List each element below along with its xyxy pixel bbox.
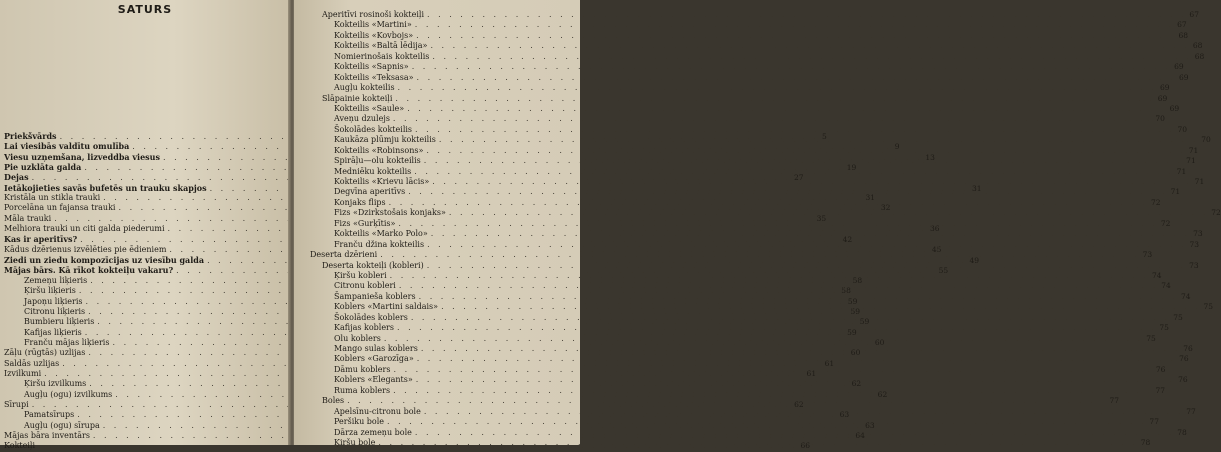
toc-entry-title: Kristāla un stikla trauki bbox=[4, 193, 101, 203]
toc-entry-title: Saldās uzlijas bbox=[4, 358, 60, 368]
toc-entry-title: Mango sulas koblers bbox=[334, 344, 418, 353]
toc-leader-dots bbox=[412, 62, 1171, 72]
toc-leader-dots bbox=[427, 240, 1186, 250]
toc-entry-title: Franču mājas liķieris bbox=[24, 337, 110, 347]
toc-entry-title: Šokolādes kokteilis bbox=[334, 124, 413, 134]
toc-entry-page: 71 bbox=[1194, 177, 1205, 186]
toc-leader-dots bbox=[439, 135, 1198, 145]
toc-entry-page: 76 bbox=[1179, 354, 1189, 364]
toc-entry-page: 71 bbox=[1186, 156, 1196, 166]
toc-entry-title: Bumbieru liķieris bbox=[24, 317, 95, 327]
toc-leader-dots bbox=[426, 146, 1185, 156]
toc-entry-page: 70 bbox=[1201, 135, 1211, 145]
toc-entry-title: Fizs «Dzirkstošais konjaks» bbox=[334, 208, 446, 218]
toc-entry-page: 31 bbox=[971, 183, 982, 193]
toc-entry bbox=[310, 51, 1205, 62]
toc-leader-dots bbox=[441, 302, 1200, 312]
toc-entry-title: Ķiršu kobleri bbox=[334, 270, 387, 280]
toc-leader-dots bbox=[390, 271, 1149, 281]
toc-entry-page: 76 bbox=[1155, 364, 1166, 374]
toc-entry-page: 76 bbox=[1178, 375, 1188, 385]
toc-entry-page: 74 bbox=[1181, 291, 1191, 301]
toc-entry-page: 31 bbox=[865, 193, 876, 203]
toc-entry-page: 68 bbox=[1194, 51, 1205, 61]
toc-entry-page: 67 bbox=[1177, 20, 1187, 30]
toc-entry-page: 9 bbox=[894, 142, 900, 152]
toc-entry-title: Dejas bbox=[4, 172, 29, 183]
toc-entry-page: 71 bbox=[1170, 187, 1181, 197]
toc-entry bbox=[310, 124, 1187, 135]
toc-leader-dots bbox=[407, 104, 1166, 114]
toc-entry-page: 75 bbox=[1173, 312, 1183, 322]
toc-entry-title: Degvīna aperitīvs bbox=[334, 187, 406, 197]
toc-entry-page: 63 bbox=[839, 410, 850, 420]
toc-entry-page: 73 bbox=[1189, 260, 1199, 270]
toc-entry bbox=[310, 41, 1203, 51]
toc-entry-title: Apelsīnu-citronu bole bbox=[334, 406, 421, 416]
toc-leader-dots bbox=[449, 208, 1208, 218]
toc-entry-title: Franču džina kokteilis bbox=[334, 239, 425, 249]
toc-entry-title: Kafijas koblers bbox=[334, 323, 394, 333]
toc-entry-title: Aperitīvi rosinoši kokteiļi bbox=[322, 10, 425, 19]
toc-entry-title: Kaukāza plūmju kokteilis bbox=[334, 135, 436, 145]
toc-entry-page: 74 bbox=[1152, 270, 1162, 280]
toc-entry-page: 59 bbox=[847, 327, 857, 337]
toc-entry-page: 67 bbox=[1189, 10, 1199, 19]
toc-entry bbox=[310, 103, 1180, 114]
toc-entry-page: 66 bbox=[800, 441, 810, 451]
toc-entry-title: Ķiršu izvilkums bbox=[24, 379, 87, 389]
toc-entry-title: Priekšvārds bbox=[4, 131, 57, 141]
toc-entry-title: Kokteilis «Baltā lēdija» bbox=[334, 41, 428, 51]
toc-entry-page: 5 bbox=[821, 132, 827, 141]
toc-entry bbox=[310, 93, 1168, 104]
toc-entry-title: Augļu (ogu) izvilkums bbox=[24, 389, 113, 399]
toc-entry-title: Izvilkumi bbox=[4, 368, 42, 378]
toc-entry-page: 70 bbox=[1155, 114, 1165, 124]
toc-leader-dots bbox=[384, 334, 1143, 344]
toc-entry-page: 58 bbox=[852, 275, 863, 285]
toc-leader-dots bbox=[419, 292, 1178, 302]
toc-entry-page: 62 bbox=[794, 399, 804, 409]
toc-leader-dots bbox=[398, 219, 1157, 229]
toc-leader-dots bbox=[415, 20, 1174, 30]
toc-entry-title: Kokteilis «Robinsons» bbox=[334, 145, 424, 155]
toc-entry bbox=[310, 114, 1165, 124]
toc-entry-page: 13 bbox=[925, 152, 935, 162]
toc-entry-page: 76 bbox=[1183, 344, 1193, 353]
toc-entry-title: Kokteilis «Sapnis» bbox=[334, 62, 409, 72]
toc-entry-title: Citronu liķieris bbox=[24, 306, 86, 316]
toc-entry bbox=[310, 145, 1199, 156]
toc-entry-title: Spirāļu—olu kokteilis bbox=[334, 156, 421, 166]
toc-entry-title: Ziedi un ziedu kompozīcijas uz viesību galda bbox=[4, 255, 205, 266]
toc-entry-title: Sīrupi bbox=[4, 399, 29, 409]
toc-entry-title: Boles bbox=[322, 396, 345, 406]
toc-entry bbox=[310, 250, 1153, 260]
toc-entry-page: 62 bbox=[877, 389, 888, 399]
toc-entry-title: Medniēku kokteilis bbox=[334, 166, 412, 176]
toc-entry-page: 60 bbox=[874, 337, 885, 347]
toc-leader-dots bbox=[378, 438, 1137, 448]
toc-entry-page: 68 bbox=[1192, 41, 1203, 51]
toc-entry-title: Dāmu koblers bbox=[334, 364, 391, 374]
toc-entry-title: Kokteilis «Martini» bbox=[334, 20, 412, 30]
toc-entry-title: Peršiku bole bbox=[334, 417, 385, 427]
toc-entry-page: 71 bbox=[1176, 166, 1187, 176]
toc-entry bbox=[310, 30, 1189, 41]
toc-entry-page: 58 bbox=[841, 286, 851, 296]
toc-entry-page: 75 bbox=[1146, 333, 1156, 343]
toc-entry-title: Kas ir aperitīvs? bbox=[4, 234, 78, 245]
toc-entry-page: 78 bbox=[1140, 437, 1151, 447]
toc-leader-dots bbox=[399, 281, 1158, 291]
toc-entry-page: 75 bbox=[1159, 323, 1169, 333]
toc-entry-title: Kokteilis «Krievu lācis» bbox=[334, 177, 430, 186]
toc-entry-title: Kokteilis «Teksasa» bbox=[334, 72, 414, 82]
toc-entry-title: Šampanieša koblers bbox=[334, 291, 416, 301]
toc-entry-page: 77 bbox=[1155, 385, 1166, 395]
toc-entry-page: 78 bbox=[1177, 427, 1187, 437]
toc-entry-title: Ruma koblers bbox=[334, 385, 391, 395]
toc-entry-title: Ķiršu liķieris bbox=[24, 286, 76, 296]
toc-entry-page: 62 bbox=[851, 379, 862, 389]
toc-leader-dots bbox=[415, 428, 1174, 438]
toc-entry bbox=[310, 20, 1187, 30]
toc-entry-page: 32 bbox=[880, 203, 891, 213]
toc-leader-dots bbox=[393, 365, 1152, 375]
toc-leader-dots bbox=[408, 187, 1167, 197]
toc-entry-title: Māla trauki bbox=[4, 213, 52, 223]
toc-leader-dots bbox=[393, 386, 1152, 396]
toc-entry-page: 59 bbox=[850, 306, 861, 316]
toc-entry-page: 77 bbox=[1186, 406, 1196, 416]
toc-leader-dots bbox=[397, 323, 1156, 333]
toc-leader-dots bbox=[416, 375, 1175, 385]
toc-leader-dots bbox=[421, 344, 1180, 354]
toc-entry-title: Augļu kokteilis bbox=[334, 83, 395, 93]
toc-leader-dots bbox=[415, 125, 1174, 135]
toc-entry-page: 69 bbox=[1174, 62, 1184, 72]
toc-entry-title: Aveņu dzulejs bbox=[334, 114, 390, 124]
toc-entry-page: 59 bbox=[847, 296, 858, 306]
toc-entry-page: 69 bbox=[1157, 93, 1168, 103]
toc-entry-page: 77 bbox=[1149, 417, 1159, 427]
toc-entry bbox=[310, 10, 1199, 20]
toc-entry-page: 69 bbox=[1169, 103, 1180, 113]
toc-entry-page: 55 bbox=[938, 266, 949, 276]
toc-entry-title: Augļu (ogu) sīrupa bbox=[24, 420, 100, 430]
toc-entry bbox=[310, 135, 1211, 145]
toc-leader-dots bbox=[424, 407, 1183, 417]
toc-entry-page: 35 bbox=[816, 213, 827, 223]
toc-entry-title: Fizs «Gurķītis» bbox=[334, 218, 396, 228]
toc-entry-title: Pie uzklāta galda bbox=[4, 162, 82, 173]
toc-entry-title: Zemeņu liķieris bbox=[24, 275, 88, 285]
toc-entry-title: Deserta dzērieni bbox=[310, 250, 378, 260]
toc-leader-dots bbox=[398, 83, 1157, 93]
toc-entry-title: Mājas bārs. Kā rīkot kokteiļu vakaru? bbox=[4, 265, 174, 276]
page-title: SATURS bbox=[117, 3, 173, 16]
toc-entry-title: Nomierinošais kokteilis bbox=[334, 51, 430, 61]
toc-entry-page: 69 bbox=[1178, 72, 1189, 82]
toc-entry-page: 49 bbox=[969, 256, 979, 266]
toc-leader-dots bbox=[389, 198, 1148, 208]
toc-entry-title: Porcelāna un fajansa trauki bbox=[4, 203, 116, 213]
toc-entry-page: 68 bbox=[1178, 30, 1189, 40]
toc-entry-page: 72 bbox=[1151, 197, 1161, 207]
toc-entry-title: Kokteilis «Saule» bbox=[334, 103, 405, 113]
toc-entry-title: Slāpainie kokteiļi bbox=[322, 93, 393, 103]
toc-entry-page: 63 bbox=[865, 420, 875, 430]
toc-entry-title: Deserta kokteiļi (kobleri) bbox=[322, 260, 424, 270]
toc-entry-page: 70 bbox=[1177, 124, 1187, 134]
toc-leader-dots bbox=[432, 177, 1191, 187]
toc-entry-title: Viesu uzņemšana, lizveddba viesus bbox=[4, 151, 160, 162]
toc-entry-title: Melhiora trauki un citi galda piederumi bbox=[4, 224, 165, 234]
toc-entry-page: 73 bbox=[1193, 229, 1203, 239]
toc-entry-page: 64 bbox=[855, 430, 865, 440]
toc-entry-page: 73 bbox=[1142, 250, 1153, 260]
toc-entry-title: Ķiršu bole bbox=[334, 437, 376, 447]
toc-entry-page: 60 bbox=[850, 348, 861, 358]
toc-entry bbox=[310, 83, 1170, 93]
toc-leader-dots bbox=[411, 313, 1170, 323]
toc-entry-page: 72 bbox=[1211, 208, 1221, 218]
toc-leader-dots bbox=[347, 396, 1106, 406]
toc-entry-page: 45 bbox=[931, 244, 942, 254]
toc-entry bbox=[310, 72, 1189, 83]
toc-entry-title: Kokteiļi bbox=[4, 441, 36, 451]
toc-entry-title: Japoņu liķieris bbox=[24, 296, 83, 306]
toc-entry-page: 61 bbox=[824, 358, 835, 368]
toc-leader-dots bbox=[393, 114, 1152, 124]
toc-leader-dots bbox=[414, 167, 1173, 177]
toc-leader-dots bbox=[416, 31, 1175, 41]
toc-leader-dots bbox=[430, 41, 1189, 51]
toc-entry-title: Koblers «Garozīga» bbox=[334, 354, 414, 364]
toc-leader-dots bbox=[417, 354, 1176, 364]
toc-entry-page: 61 bbox=[806, 368, 817, 378]
toc-entry-page: 69 bbox=[1159, 83, 1170, 93]
toc-entry-page: 27 bbox=[794, 173, 804, 183]
toc-entry-page: 36 bbox=[929, 224, 940, 234]
toc-leader-dots bbox=[417, 73, 1176, 83]
toc-leader-dots bbox=[431, 229, 1190, 239]
toc-leader-dots bbox=[427, 10, 1186, 20]
toc-entry-title: Olu koblers bbox=[334, 333, 381, 343]
toc-leader-dots bbox=[432, 52, 1191, 62]
toc-entry-title: Koblers «Martini saldais» bbox=[334, 302, 439, 312]
toc-entry-title: Kokteilis «Marko Polo» bbox=[334, 229, 428, 239]
toc-entry-page: 75 bbox=[1203, 302, 1213, 312]
toc-entry-title: Pamatsīrups bbox=[24, 410, 75, 420]
toc-entry-page: 59 bbox=[859, 317, 870, 327]
toc-entry-title: Ietākojieties savās bufetēs un trauku skapjos bbox=[4, 182, 207, 193]
toc-entry-page: 73 bbox=[1189, 239, 1200, 249]
toc-entry-title: Kokteilis «Kovbojs» bbox=[334, 30, 414, 40]
toc-entry-title: Kādus dzērienus izvēlēties pie ēdieniem bbox=[4, 244, 167, 254]
toc-entry-title: Koblers «Elegants» bbox=[334, 375, 413, 385]
toc-leader-dots bbox=[427, 261, 1186, 271]
toc-entry-title: Zāļu (rūgtās) uzlijas bbox=[4, 348, 86, 358]
toc-entry-page: 72 bbox=[1160, 218, 1171, 228]
toc-entry-page: 42 bbox=[842, 235, 853, 245]
toc-entry-title: Citronu kobleri bbox=[334, 281, 396, 291]
toc-entry-page: 71 bbox=[1188, 145, 1199, 155]
toc-entry bbox=[310, 62, 1184, 72]
toc-entry-title: Dārza zemeņu bole bbox=[334, 427, 412, 437]
toc-leader-dots bbox=[424, 156, 1183, 166]
toc-entry-title: Kafijas liķieris bbox=[24, 327, 82, 337]
toc-entry-title: Lai viesibās valdītu omulība bbox=[4, 141, 130, 152]
toc-entry-page: 19 bbox=[846, 163, 857, 173]
toc-leader-dots bbox=[380, 250, 1139, 260]
toc-leader-dots bbox=[395, 94, 1154, 104]
toc-entry-title: Konjaks flips bbox=[334, 197, 386, 207]
toc-entry-title: Šokolādes koblers bbox=[334, 312, 408, 322]
toc-entry-title: Mājas bāra inventārs bbox=[4, 430, 90, 440]
toc-entry-page: 77 bbox=[1109, 396, 1120, 406]
toc-leader-dots bbox=[387, 417, 1146, 427]
toc-entry-page: 74 bbox=[1161, 281, 1171, 291]
